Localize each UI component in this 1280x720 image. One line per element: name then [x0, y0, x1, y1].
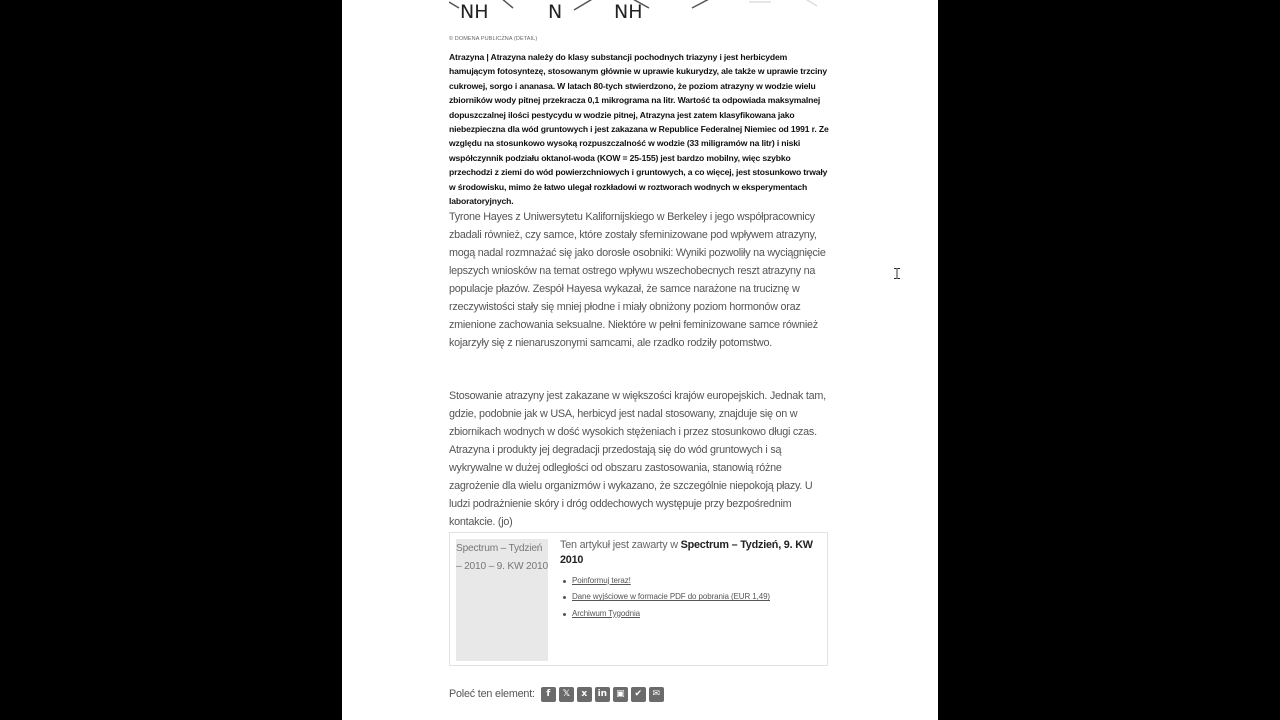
issue-cover-image[interactable]: Spectrum – Tydzień – 2010 – 9. KW 2010 [456, 539, 548, 661]
promo-issue-title[interactable]: Spectrum – Tydzień, 9. KW 2010 [560, 539, 813, 566]
email-icon[interactable]: ✉ [649, 687, 664, 702]
image-caption: Atrazyna | Atrazyna należy do klasy substancji pochodnych triazyny i jest herbicydem hamującym fotosyntezę, stosowanym głównie w uprawie kukurydzy, ale także w uprawie trzciny cukrowej, sorgo i ananasa. W latach 80-tych stwierdzono, że poziom atrazyny w wodzie wielu zbiorników wody pitnej przekracza 0,1 mikrograma na litr. Wartość ta odpowiada maksymalnej dopuszczalnej ilości pestycydu w wodzie pitnej, Atrazyna jest zatem klasyfikowana jako niebezpieczna dla wód gruntowych i jest zakazana w Republice Federalnej Niemiec od 1991 r. Ze względu na stosunkowo wysoką rozpuszczalność w wodzie (33 miligramów na litr) i niski współczynnik podziału oktanol-woda (KOW = 25-155) jest bardzo mobilny, więc szybko przechodzi z ziemi do wód powierzchniowych i gruntowych, a co więcej, jest stosunkowo trwały w środowisku, mimo że łatwo ulegał rozkładowi w roztworach wodnych w eksperymentach laboratoryjnych. [449, 52, 829, 207]
promo-links-list [562, 573, 770, 622]
issue-promo-box [449, 532, 828, 666]
x-icon[interactable]: 𝕏 [559, 687, 574, 702]
xing-icon[interactable]: x [577, 687, 592, 702]
pocket-icon[interactable]: ✔ [631, 687, 646, 702]
molecule-label-nh-right: NH [614, 1, 643, 23]
list-item [572, 606, 770, 622]
weekly-archive-link[interactable]: Archiwum Tygodnia [572, 608, 640, 618]
list-item [572, 589, 770, 605]
list-item [572, 573, 770, 589]
promo-text [560, 538, 822, 567]
article-page [342, 0, 938, 720]
share-label: Poleć ten element: [449, 688, 535, 700]
atrazine-molecule-image [449, 0, 829, 30]
flipboard-icon[interactable]: ▣ [613, 687, 628, 702]
linkedin-icon[interactable]: in [595, 687, 610, 702]
article-paragraph-2: Stosowanie atrazyny jest zakazane w większości krajów europejskich. Jednak tam, gdzie, podobnie jak w USA, herbicyd jest nadal stosowany, znajduje się on w zbiornikach wodnych w dość wysokich stężeniach i przez stosunkowo długi czas. Atrazyna i produkty jej degradacji przedostają się do wód gruntowych i są wykrywalne w dużej odległości od obszaru zastosowania, stanowią różne zagrożenie dla wielu organizmów i wykazano, że szczególnie niepokoją płazy. U ludzi podrażnienie skóry i dróg oddechowych występuje przy bezpośrednim kontakcie. (jo) [449, 390, 826, 528]
inform-now-link[interactable]: Poinformuj teraz! [572, 576, 631, 585]
molecule-label-n: N [548, 1, 563, 23]
text-cursor-icon [894, 268, 900, 279]
image-credit: © DOMENA PUBLICZNA (DETAIL) [449, 36, 538, 42]
pdf-download-link[interactable]: Dane wyjściowe w formacie PDF do pobrania (EUR 1,49) [572, 592, 770, 602]
molecule-label-nh-left: NH [460, 1, 489, 23]
article-paragraph-1: Tyrone Hayes z Uniwersytetu Kalifornijskiego w Berkeley i jego współpracownicy zbadali również, czy samce, które zostały sfeminizowane pod wpływem atrazyny, mogą nadal rozmnażać się jako dorosłe osobniki: Wyniki pozwoliły na wyciągnięcie lepszych wniosków na temat ostrego wpływu wszechobecnych reszt atrazyny na populacje płazów. Zespół Hayesa wykazał, że samce narażone na truciznę w rzeczywistości stały się mniej płodne i miały obniżony poziom hormonów oraz zmienione zachowania seksualne. Niektóre w pełni feminizowane samce również kojarzyły się z nienaruszonymi samcami, ale rzadko rodziły potomstwo. [449, 211, 826, 349]
facebook-icon[interactable]: f [541, 687, 556, 702]
share-bar [449, 685, 667, 703]
promo-intro: Ten artykuł jest zawarty w [560, 539, 681, 551]
